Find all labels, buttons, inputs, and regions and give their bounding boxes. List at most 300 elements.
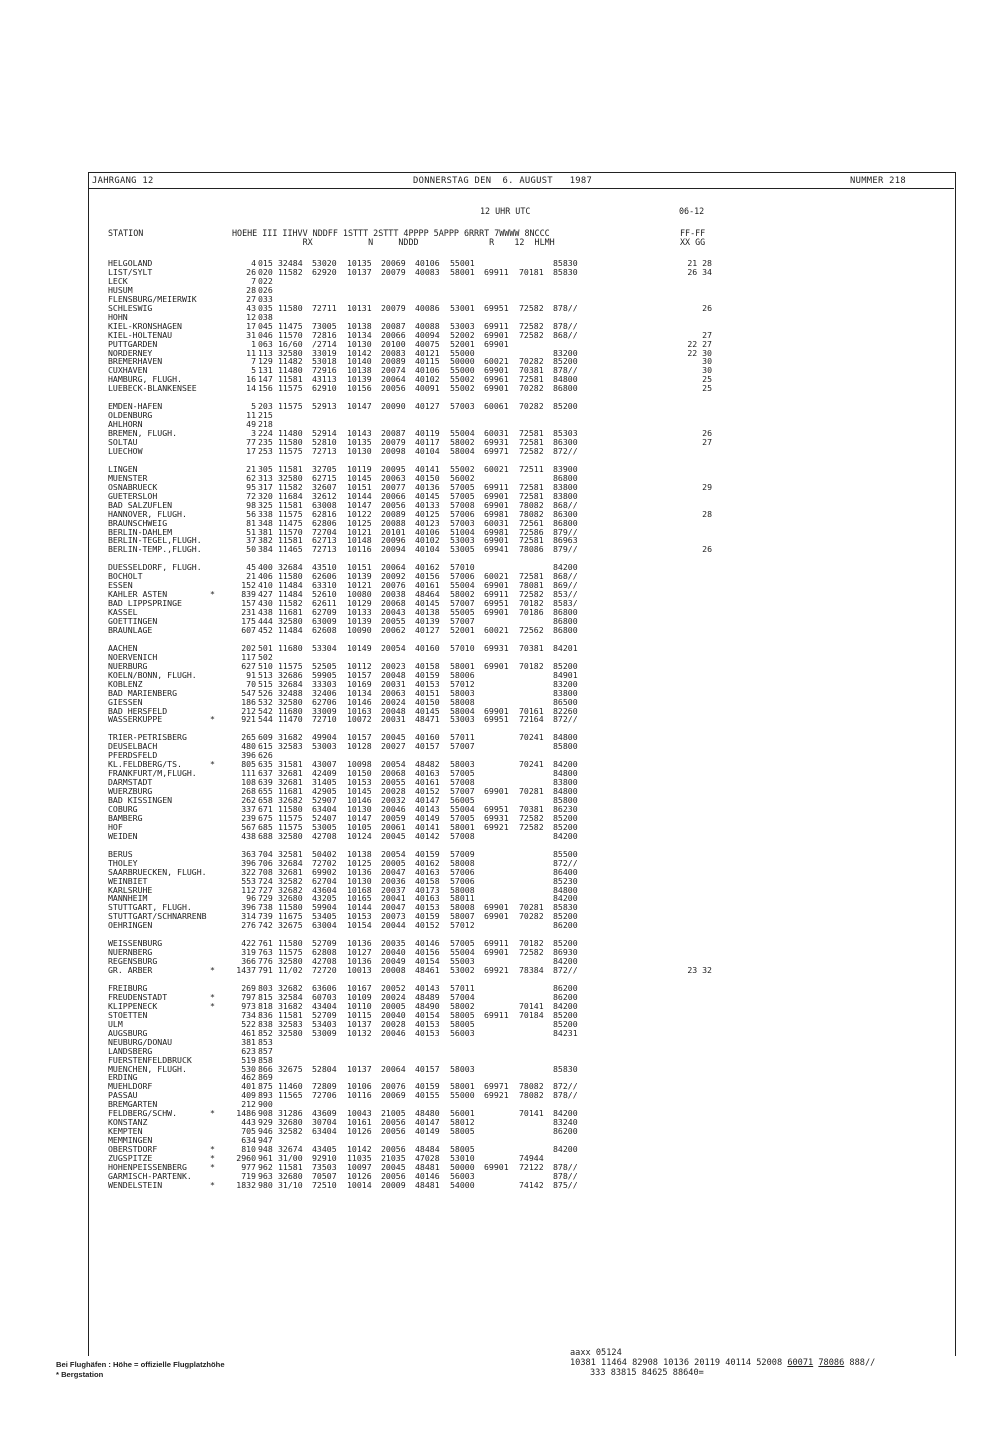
header-divider bbox=[88, 188, 954, 189]
aaxx-groups-a: 10381 11464 82908 10136 20119 40114 52008 bbox=[570, 1358, 788, 1368]
mountain-marker: * bbox=[210, 1000, 215, 1011]
synop-group: 62709 bbox=[312, 607, 337, 618]
synop-group: 40075 bbox=[415, 338, 440, 349]
synop-group: 10146 bbox=[347, 696, 372, 707]
synop-group: 10138 bbox=[347, 320, 372, 331]
station-name: FLENSBURG/MEIERWIK bbox=[108, 293, 197, 304]
station-name: THOLEY bbox=[108, 857, 138, 868]
synop-group: 69901 bbox=[484, 947, 509, 958]
synop-group: 69901 bbox=[484, 490, 509, 501]
synop-group: 20005 bbox=[381, 1000, 406, 1011]
synop-group: 872// bbox=[553, 857, 578, 868]
station-name: MEMMINGEN bbox=[108, 1135, 153, 1146]
synop-group: 20005 bbox=[381, 857, 406, 868]
synop-group: 21035 bbox=[381, 1153, 406, 1163]
synop-group: 20092 bbox=[381, 571, 406, 582]
synop-group: 83900 bbox=[553, 463, 578, 474]
synop-group: 40156 bbox=[415, 947, 440, 958]
synop-group: 84200 bbox=[553, 956, 578, 967]
synop-group: 70182 bbox=[519, 598, 544, 609]
synop-group: 85830 bbox=[553, 1063, 578, 1074]
synop-group: 63009 bbox=[312, 616, 337, 626]
synop-group: 72581 bbox=[519, 535, 544, 546]
station-height: 96 bbox=[246, 893, 256, 904]
station-index: 129 bbox=[258, 356, 273, 367]
synop-group: 69951 bbox=[484, 803, 509, 814]
synop-group: 57007 bbox=[450, 598, 475, 609]
synop-group: 20008 bbox=[381, 965, 406, 976]
station-height: 117 bbox=[241, 651, 256, 662]
synop-group: 10140 bbox=[347, 356, 372, 367]
synop-group: 20089 bbox=[381, 356, 406, 367]
synop-group: 10136 bbox=[347, 956, 372, 967]
synop-group: 69961 bbox=[484, 374, 509, 385]
synop-group: 32581 bbox=[278, 848, 303, 859]
synop-group: 21005 bbox=[381, 1108, 406, 1119]
synop-group: 40156 bbox=[415, 571, 440, 582]
synop-group: 10122 bbox=[347, 508, 372, 519]
station-name: KASSEL bbox=[108, 607, 138, 618]
synop-group: 57012 bbox=[450, 678, 475, 689]
synop-group: 73503 bbox=[312, 1161, 337, 1172]
station-height: 77 bbox=[246, 437, 256, 447]
station-index: 929 bbox=[258, 1117, 273, 1128]
synop-group: 72702 bbox=[312, 857, 337, 868]
station-index: 658 bbox=[258, 795, 273, 805]
station-height: 212 bbox=[241, 705, 256, 716]
station-name: GR. ARBER bbox=[108, 965, 153, 976]
synop-group: 48481 bbox=[415, 1161, 440, 1172]
synop-group: 40159 bbox=[415, 669, 440, 680]
station-name: OEHRINGEN bbox=[108, 920, 153, 931]
synop-group: 40104 bbox=[415, 445, 440, 456]
synop-group: 10105 bbox=[347, 821, 372, 832]
station-name: BERUS bbox=[108, 848, 133, 859]
synop-group: 10130 bbox=[347, 338, 372, 349]
synop-group: 92910 bbox=[312, 1153, 337, 1163]
synop-group: 10154 bbox=[347, 920, 372, 931]
synop-group: 69921 bbox=[484, 821, 509, 832]
synop-group: 20036 bbox=[381, 875, 406, 886]
station-index: 761 bbox=[258, 938, 273, 949]
synop-group: 62920 bbox=[312, 266, 337, 277]
station-name: BAD KISSINGEN bbox=[108, 795, 173, 805]
station-index: 852 bbox=[258, 1027, 273, 1038]
synop-group: 85303 bbox=[553, 428, 578, 439]
synop-group: 32484 bbox=[278, 258, 303, 268]
gust-value: 23 32 bbox=[687, 965, 712, 976]
synop-group: 11575 bbox=[278, 660, 303, 671]
synop-group: 78082 bbox=[519, 499, 544, 510]
synop-group: 10072 bbox=[347, 714, 372, 725]
synop-group: 85230 bbox=[553, 875, 578, 886]
synop-group: 872// bbox=[553, 445, 578, 456]
station-index: 838 bbox=[258, 1018, 273, 1029]
synop-group: 70381 bbox=[519, 803, 544, 814]
synop-group: 10106 bbox=[347, 1081, 372, 1092]
station-height: 56 bbox=[246, 508, 256, 519]
synop-group: 58006 bbox=[450, 669, 475, 680]
synop-group: 11484 bbox=[278, 589, 303, 600]
synop-group: 11580 bbox=[278, 902, 303, 913]
synop-group: 72713 bbox=[312, 544, 337, 555]
station-height: 973 bbox=[241, 1000, 256, 1011]
synop-group: 48490 bbox=[415, 1000, 440, 1011]
synop-group: 78081 bbox=[519, 580, 544, 591]
synop-group: 78082 bbox=[519, 1090, 544, 1101]
synop-group: 72582 bbox=[519, 589, 544, 600]
column-station: STATION bbox=[108, 228, 144, 238]
synop-group: 32580 bbox=[278, 830, 303, 841]
synop-group: 84201 bbox=[553, 642, 578, 653]
station-name: WUERZBURG bbox=[108, 786, 153, 797]
synop-group: 11575 bbox=[278, 947, 303, 958]
station-index: 803 bbox=[258, 982, 273, 993]
station-height: 461 bbox=[241, 1027, 256, 1038]
synop-group: 20100 bbox=[381, 338, 406, 349]
synop-group: 16/60 bbox=[278, 338, 303, 349]
synop-group: 40117 bbox=[415, 437, 440, 447]
synop-group: 40158 bbox=[415, 875, 440, 886]
synop-group: 58004 bbox=[450, 445, 475, 456]
synop-group: 10151 bbox=[347, 481, 372, 492]
station-height: 810 bbox=[241, 1144, 256, 1155]
synop-group: 53403 bbox=[312, 1018, 337, 1029]
station-name: GIESSEN bbox=[108, 696, 143, 707]
station-height: 202 bbox=[241, 642, 256, 653]
synop-group: 40123 bbox=[415, 517, 440, 528]
synop-group: 40146 bbox=[415, 1170, 440, 1181]
synop-group: 40106 bbox=[415, 365, 440, 376]
synop-group: 40115 bbox=[415, 356, 440, 367]
synop-group: 69971 bbox=[484, 1081, 509, 1092]
synop-group: 56005 bbox=[450, 795, 475, 805]
station-height: 567 bbox=[241, 821, 256, 832]
station-name: OLDENBURG bbox=[108, 410, 153, 421]
synop-group: 40106 bbox=[415, 258, 440, 268]
station-height: 175 bbox=[241, 616, 256, 626]
synop-group: 52914 bbox=[312, 428, 337, 439]
synop-group: 32684 bbox=[278, 857, 303, 868]
synop-group: 62910 bbox=[312, 383, 337, 394]
station-index: 382 bbox=[258, 535, 273, 546]
synop-group: 10149 bbox=[347, 642, 372, 653]
synop-group: 10126 bbox=[347, 1126, 372, 1137]
synop-group: 72586 bbox=[519, 526, 544, 537]
synop-group: 69911 bbox=[484, 481, 509, 492]
synop-group: 10143 bbox=[347, 428, 372, 439]
station-name: KONSTANZ bbox=[108, 1117, 148, 1128]
synop-group: 55004 bbox=[450, 803, 475, 814]
station-name: KEMPTEN bbox=[108, 1126, 143, 1137]
station-index: 026 bbox=[258, 284, 273, 295]
station-name: PFERDSFELD bbox=[108, 750, 158, 761]
station-height: 519 bbox=[241, 1054, 256, 1065]
synop-group: 20031 bbox=[381, 678, 406, 689]
station-name: BRAUNSCHWEIG bbox=[108, 517, 168, 528]
station-name: NORDERNEY bbox=[108, 347, 153, 358]
station-name: LANDSBERG bbox=[108, 1045, 153, 1056]
station-index: 253 bbox=[258, 445, 273, 456]
station-height: 21 bbox=[246, 571, 256, 582]
station-name: LECK bbox=[108, 275, 128, 286]
synop-group: 58002 bbox=[450, 1000, 475, 1011]
station-index: 444 bbox=[258, 616, 273, 626]
synop-group: 70182 bbox=[519, 660, 544, 671]
station-index: 637 bbox=[258, 768, 273, 779]
station-name: BAD HERSFELD bbox=[108, 705, 168, 716]
synop-group: 20063 bbox=[381, 687, 406, 698]
synop-group: 40086 bbox=[415, 302, 440, 313]
synop-group: 43604 bbox=[312, 884, 337, 895]
station-index: 215 bbox=[258, 410, 273, 421]
synop-group: 10119 bbox=[347, 463, 372, 474]
synop-group: 20045 bbox=[381, 732, 406, 743]
station-index: 948 bbox=[258, 1144, 273, 1155]
synop-group: 42905 bbox=[312, 786, 337, 797]
synop-group: 11482 bbox=[278, 356, 303, 367]
synop-group: 72562 bbox=[519, 624, 544, 635]
synop-group: 53003 bbox=[450, 714, 475, 725]
station-index: 706 bbox=[258, 857, 273, 868]
station-index: 131 bbox=[258, 365, 273, 376]
synop-group: 20066 bbox=[381, 329, 406, 340]
synop-group: 72704 bbox=[312, 526, 337, 537]
synop-group: 48461 bbox=[415, 965, 440, 976]
synop-group: 20045 bbox=[381, 830, 406, 841]
station-index: 858 bbox=[258, 1054, 273, 1065]
synop-group: 20056 bbox=[381, 383, 406, 394]
synop-group: 60021 bbox=[484, 463, 509, 474]
synop-group: 20056 bbox=[381, 1170, 406, 1181]
station-name: BREMERHAVEN bbox=[108, 356, 163, 367]
station-name: WEINBIET bbox=[108, 875, 148, 886]
synop-group: 11680 bbox=[278, 642, 303, 653]
synop-group: 60031 bbox=[484, 517, 509, 528]
station-index: 615 bbox=[258, 741, 273, 752]
station-index: 502 bbox=[258, 651, 273, 662]
synop-group: 40102 bbox=[415, 535, 440, 546]
station-height: 623 bbox=[241, 1045, 256, 1056]
synop-group: 84200 bbox=[553, 1144, 578, 1155]
station-index: 685 bbox=[258, 821, 273, 832]
gust-value: 30 bbox=[702, 356, 712, 367]
synop-group: 40125 bbox=[415, 508, 440, 519]
synop-group: 20064 bbox=[381, 562, 406, 573]
gust-value: 21 28 bbox=[687, 258, 712, 268]
synop-group: 20064 bbox=[381, 1063, 406, 1074]
station-name: KOELN/BONN, FLUGH. bbox=[108, 669, 197, 680]
mountain-marker: * bbox=[210, 714, 215, 725]
synop-group: 86800 bbox=[553, 517, 578, 528]
mountain-marker: * bbox=[210, 759, 215, 770]
synop-group: 11581 bbox=[278, 1161, 303, 1172]
synop-group: 32583 bbox=[278, 1018, 303, 1029]
synop-group: 57007 bbox=[450, 616, 475, 626]
station-name: BAMBERG bbox=[108, 812, 143, 823]
synop-group: 60031 bbox=[484, 428, 509, 439]
synop-group: 69981 bbox=[484, 526, 509, 537]
synop-group: 40121 bbox=[415, 347, 440, 358]
station-height: 396 bbox=[241, 857, 256, 868]
station-name: HUSUM bbox=[108, 284, 133, 295]
synop-group: 10137 bbox=[347, 1063, 372, 1074]
synop-group: 72122 bbox=[519, 1161, 544, 1172]
synop-group: 50000 bbox=[450, 356, 475, 367]
synop-group: 10147 bbox=[347, 401, 372, 412]
synop-group: 84800 bbox=[553, 768, 578, 779]
synop-group: 879// bbox=[553, 544, 578, 555]
synop-group: 84200 bbox=[553, 1108, 578, 1119]
synop-group: 72720 bbox=[312, 965, 337, 976]
synop-group: 50402 bbox=[312, 848, 337, 859]
synop-group: 32686 bbox=[278, 669, 303, 680]
station-index: 305 bbox=[258, 463, 273, 474]
column-groups-sub: RX N NDDD R 12 HLMH bbox=[232, 237, 555, 247]
synop-group: 10139 bbox=[347, 616, 372, 626]
synop-group: 20052 bbox=[381, 982, 406, 993]
mountain-marker: * bbox=[210, 1161, 215, 1172]
station-height: 4 bbox=[251, 258, 256, 268]
synop-group: 70507 bbox=[312, 1170, 337, 1181]
station-index: 961 bbox=[258, 1153, 273, 1163]
synop-group: 74142 bbox=[519, 1179, 544, 1190]
station-index: 035 bbox=[258, 302, 273, 313]
station-height: 37 bbox=[246, 535, 256, 546]
station-index: 400 bbox=[258, 562, 273, 573]
synop-group: 40163 bbox=[415, 768, 440, 779]
synop-group: 69951 bbox=[484, 598, 509, 609]
station-height: 262 bbox=[241, 795, 256, 805]
synop-group: 63606 bbox=[312, 982, 337, 993]
synop-group: 85800 bbox=[553, 741, 578, 752]
mountain-marker: * bbox=[210, 1179, 215, 1190]
synop-group: 53003 bbox=[450, 320, 475, 331]
synop-group: 40158 bbox=[415, 660, 440, 671]
synop-group: 55003 bbox=[450, 956, 475, 967]
station-height: 212 bbox=[241, 1099, 256, 1110]
synop-group: 53009 bbox=[312, 1027, 337, 1038]
synop-group: 52001 bbox=[450, 338, 475, 349]
station-name: LUEBECK-BLANKENSEE bbox=[108, 383, 197, 394]
synop-group: 69901 bbox=[484, 902, 509, 913]
synop-group: 53020 bbox=[312, 258, 337, 268]
synop-group: 69911 bbox=[484, 266, 509, 277]
synop-group: 84800 bbox=[553, 732, 578, 743]
station-name: NEUBURG/DONAU bbox=[108, 1036, 173, 1047]
station-height: 239 bbox=[241, 812, 256, 823]
station-name: NUERBURG bbox=[108, 660, 148, 671]
synop-group: 72582 bbox=[519, 812, 544, 823]
synop-group: 84231 bbox=[553, 1027, 578, 1038]
synop-group: 58005 bbox=[450, 1009, 475, 1020]
station-index: 020 bbox=[258, 266, 273, 277]
synop-group: 58008 bbox=[450, 902, 475, 913]
synop-group: 11581 bbox=[278, 499, 303, 510]
synop-group: 69951 bbox=[484, 302, 509, 313]
synop-group: 20031 bbox=[381, 714, 406, 725]
synop-group: 32612 bbox=[312, 490, 337, 501]
gust-value: 22 30 bbox=[687, 347, 712, 358]
synop-group: 57006 bbox=[450, 866, 475, 877]
synop-group: 20066 bbox=[381, 490, 406, 501]
synop-group: 84200 bbox=[553, 830, 578, 841]
synop-group: 20059 bbox=[381, 812, 406, 823]
synop-group: 40163 bbox=[415, 866, 440, 877]
synop-group: 20046 bbox=[381, 803, 406, 814]
synop-group: 85500 bbox=[553, 848, 578, 859]
synop-group: 86400 bbox=[553, 866, 578, 877]
synop-group: 10133 bbox=[347, 607, 372, 618]
aaxx-underlined-2: 78086 bbox=[818, 1358, 845, 1368]
station-index: 320 bbox=[258, 490, 273, 501]
station-index: 708 bbox=[258, 866, 273, 877]
synop-group: 878// bbox=[553, 1170, 578, 1181]
station-name: BERLIN-DAHLEM bbox=[108, 526, 173, 537]
station-name: KAHLER ASTEN bbox=[108, 589, 168, 600]
synop-group: 10112 bbox=[347, 660, 372, 671]
station-height: 480 bbox=[241, 741, 256, 752]
synop-group: 43404 bbox=[312, 1000, 337, 1011]
station-name: BREMEN, FLUGH. bbox=[108, 428, 178, 439]
station-index: 015 bbox=[258, 258, 273, 268]
synop-group: 72581 bbox=[519, 571, 544, 582]
synop-group: 40153 bbox=[415, 1018, 440, 1029]
station-index: 857 bbox=[258, 1045, 273, 1056]
station-height: 839 bbox=[241, 589, 256, 600]
synop-group: 40173 bbox=[415, 884, 440, 895]
station-name: DEUSELBACH bbox=[108, 741, 158, 752]
synop-group: 72706 bbox=[312, 1090, 337, 1101]
synop-group: 72164 bbox=[519, 714, 544, 725]
synop-group: 10043 bbox=[347, 1108, 372, 1119]
station-index: 900 bbox=[258, 1099, 273, 1110]
synop-group: 47028 bbox=[415, 1153, 440, 1163]
synop-group: 20056 bbox=[381, 1126, 406, 1137]
synop-group: 60703 bbox=[312, 991, 337, 1002]
synop-group: 40136 bbox=[415, 481, 440, 492]
synop-group: 72581 bbox=[519, 437, 544, 447]
synop-group: 58001 bbox=[450, 660, 475, 671]
synop-group: 32682 bbox=[278, 982, 303, 993]
synop-group: 32680 bbox=[278, 893, 303, 904]
synop-group: 31/00 bbox=[278, 1153, 303, 1163]
synop-group: 10147 bbox=[347, 812, 372, 823]
synop-group: 63404 bbox=[312, 803, 337, 814]
station-name: DARMSTADT bbox=[108, 777, 153, 788]
station-index: 218 bbox=[258, 419, 273, 430]
synop-group: 20048 bbox=[381, 705, 406, 716]
synop-group: 31405 bbox=[312, 777, 337, 788]
synop-group: 58005 bbox=[450, 1018, 475, 1029]
station-height: 70 bbox=[246, 678, 256, 689]
synop-group: 11582 bbox=[278, 598, 303, 609]
synop-group: 72581 bbox=[519, 428, 544, 439]
synop-group: 57006 bbox=[450, 571, 475, 582]
synop-group: 69921 bbox=[484, 965, 509, 976]
synop-group: 69981 bbox=[484, 508, 509, 519]
synop-group: 53304 bbox=[312, 642, 337, 653]
station-height: 438 bbox=[241, 830, 256, 841]
synop-group: 84901 bbox=[553, 669, 578, 680]
synop-group: 72581 bbox=[519, 374, 544, 385]
station-height: 734 bbox=[241, 1009, 256, 1020]
synop-group: 58001 bbox=[450, 266, 475, 277]
station-name: FELDBERG/SCHW. bbox=[108, 1108, 178, 1119]
synop-group: 10163 bbox=[347, 705, 372, 716]
synop-group: 20023 bbox=[381, 660, 406, 671]
station-name: BAD MARIENBERG bbox=[108, 687, 178, 698]
